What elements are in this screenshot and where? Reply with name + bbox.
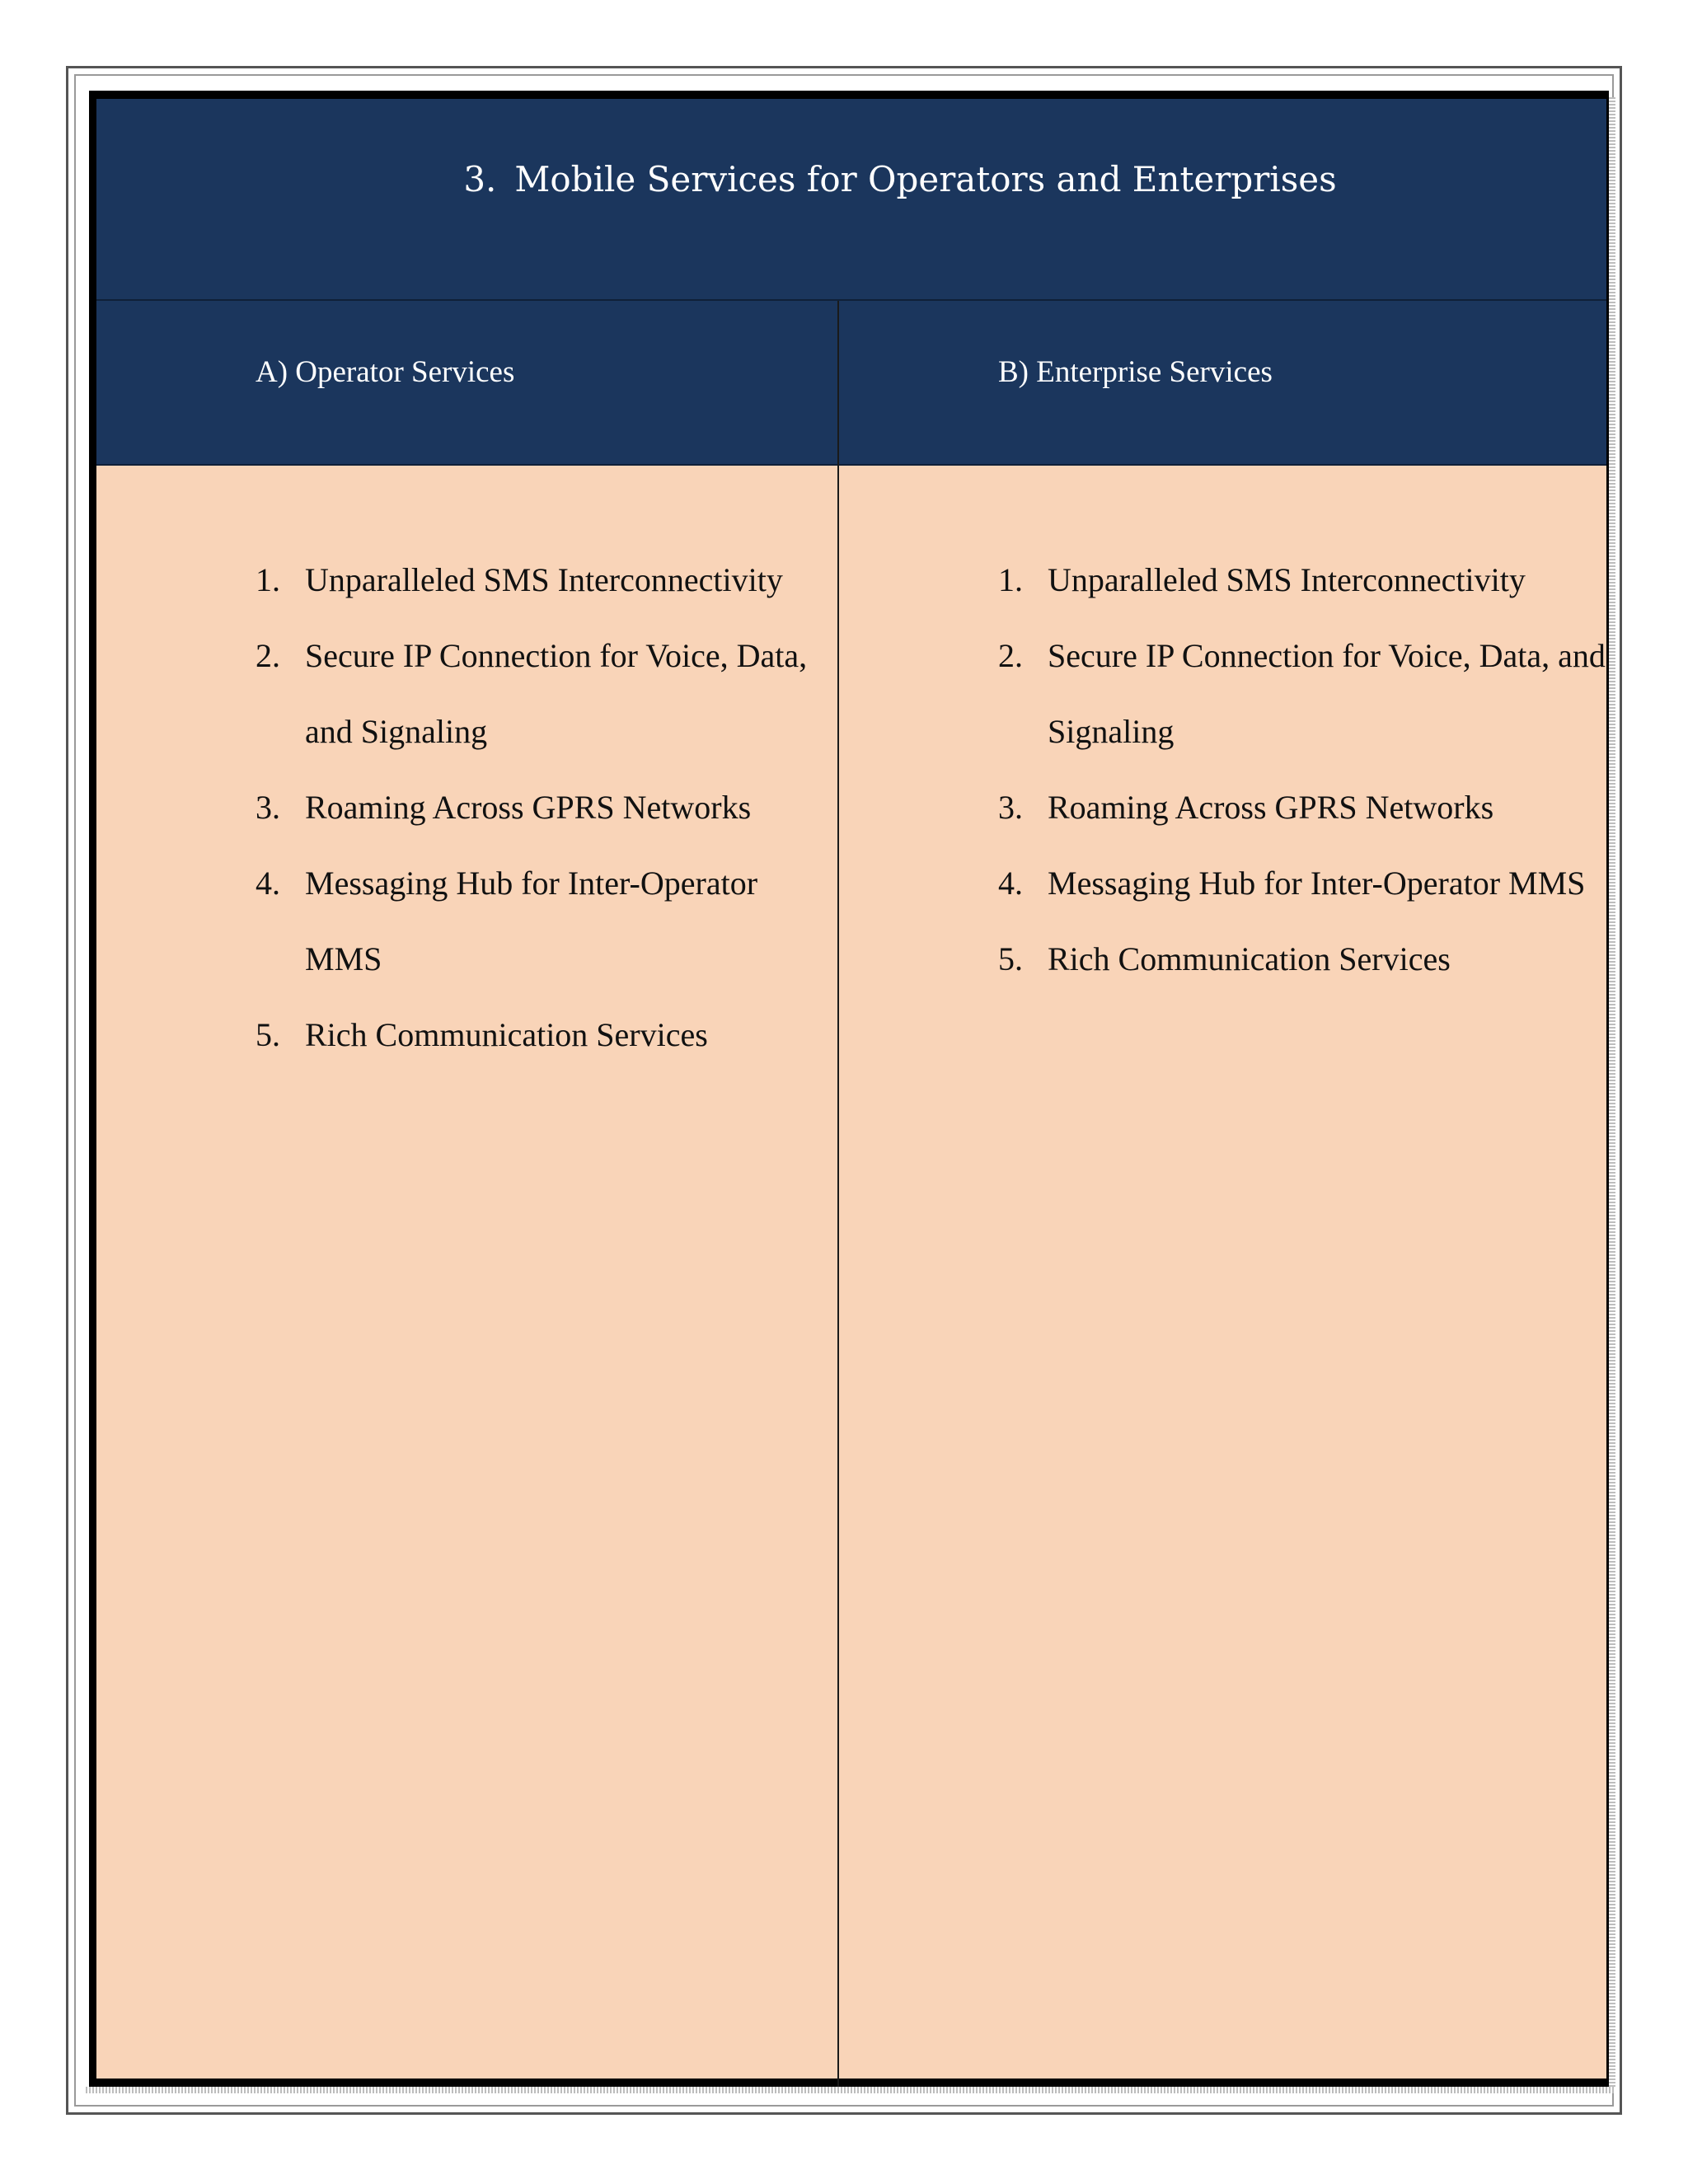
list-item-text: Rich Communication Services	[305, 1016, 708, 1053]
list-item-number: 3.	[256, 789, 280, 826]
list-item-text: Secure IP Connection for Voice, Data, and Signaling	[1048, 637, 1606, 750]
list-item-number: 1.	[256, 561, 280, 598]
operator-services-heading: A) Operator Services	[256, 355, 515, 389]
list-item-number: 5.	[256, 1016, 280, 1053]
list-item-number: 4.	[998, 865, 1023, 902]
services-panel	[89, 91, 1609, 2087]
list-item	[256, 846, 832, 997]
list-item-text: Secure IP Connection for Voice, Data, and Signaling	[305, 637, 808, 750]
list-item	[998, 921, 1688, 997]
section-number: 3.	[463, 159, 497, 199]
list-item-number: 5.	[998, 940, 1023, 977]
list-item	[998, 770, 1688, 846]
list-item-text: Messaging Hub for Inter-Operator MMS	[305, 865, 758, 977]
section-title-text: Mobile Services for Operators and Enterprises	[514, 159, 1337, 199]
title-band	[96, 99, 1606, 301]
list-item-text: Unparalleled SMS Interconnectivity	[305, 561, 783, 598]
list-item-text: Messaging Hub for Inter-Operator MMS	[1048, 865, 1586, 902]
operator-services-list	[256, 542, 832, 1073]
list-item-number: 2.	[256, 637, 280, 674]
list-item	[998, 618, 1688, 770]
section-title	[96, 159, 1688, 199]
enterprise-services-list	[998, 542, 1688, 997]
list-item	[256, 770, 832, 846]
list-item-text: Roaming Across GPRS Networks	[305, 789, 752, 826]
list-item	[256, 542, 832, 618]
panel-shadow-right	[1609, 97, 1615, 2093]
list-item-number: 3.	[998, 789, 1023, 826]
list-item	[256, 618, 832, 770]
panel-shadow-bottom	[86, 2087, 1615, 2093]
column-divider	[837, 301, 839, 2087]
list-item-number: 1.	[998, 561, 1023, 598]
enterprise-services-heading: B) Enterprise Services	[998, 355, 1273, 389]
list-item	[256, 997, 832, 1073]
list-item-text: Rich Communication Services	[1048, 940, 1451, 977]
list-item	[998, 846, 1688, 921]
list-item-text: Unparalleled SMS Interconnectivity	[1048, 561, 1526, 598]
list-item-number: 4.	[256, 865, 280, 902]
list-item-number: 2.	[998, 637, 1023, 674]
list-item	[998, 542, 1688, 618]
list-item-text: Roaming Across GPRS Networks	[1048, 789, 1494, 826]
